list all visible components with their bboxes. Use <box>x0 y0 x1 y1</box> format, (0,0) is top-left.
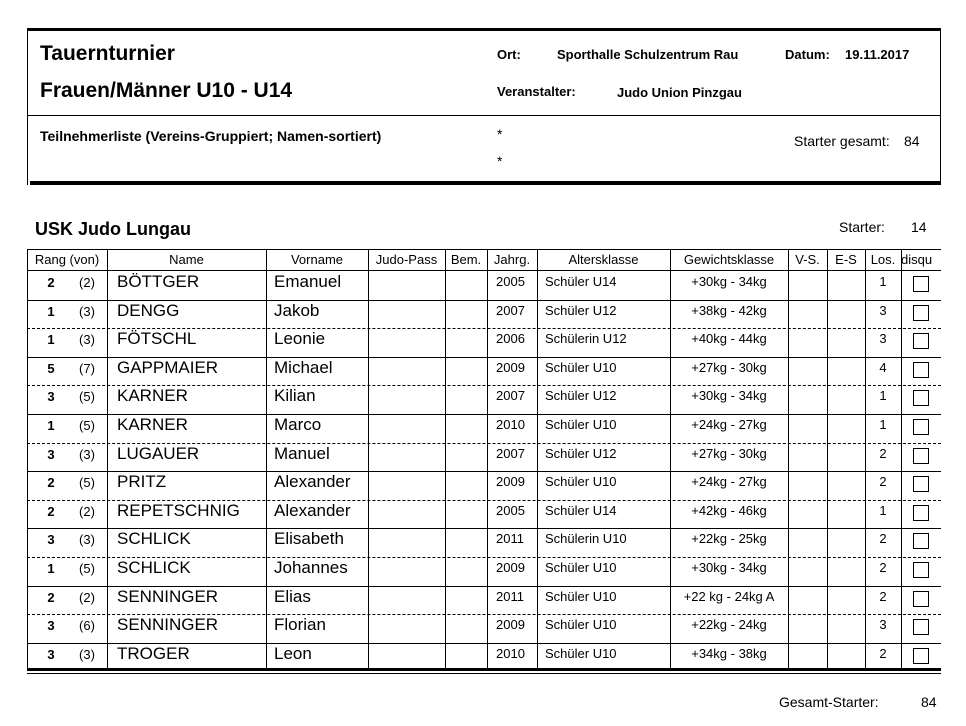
von-cell: (5) <box>79 561 95 576</box>
col-border <box>788 250 789 671</box>
veranstalter-label: Veranstalter: <box>497 84 576 99</box>
col-border <box>107 250 108 671</box>
starter-total-label: Starter gesamt: <box>794 133 890 149</box>
von-cell: (5) <box>79 389 95 405</box>
los-cell: 1 <box>879 417 887 432</box>
col-border <box>901 250 902 671</box>
vorname-cell: Jakob <box>274 300 320 320</box>
rang-cell: 1 <box>47 303 55 319</box>
los-cell: 2 <box>879 531 887 547</box>
rang-cell: 2 <box>47 475 55 491</box>
jahrg-cell: 2011 <box>496 588 524 604</box>
filter-star-1: * <box>497 126 503 142</box>
name-cell: REPETSCHNIG <box>117 500 240 520</box>
name-cell: KARNER <box>117 386 188 406</box>
rang-cell: 1 <box>47 332 55 348</box>
los-cell: 3 <box>879 617 887 633</box>
jahrg-cell: 2006 <box>496 331 525 347</box>
disqu-checkbox[interactable] <box>913 591 929 607</box>
veranstalter-value: Judo Union Pinzgau <box>617 85 742 100</box>
table-bottom-rule-thin <box>27 673 941 674</box>
name-cell: BÖTTGER <box>117 272 200 291</box>
vorname-cell: Alexander <box>274 500 351 520</box>
col-border <box>827 250 828 671</box>
col-header-altersklasse: Altersklasse <box>568 252 639 267</box>
col-header-rang: Rang (von) <box>34 252 100 267</box>
col-header-es: E-S <box>835 252 857 267</box>
disqu-checkbox[interactable] <box>913 362 929 378</box>
name-cell: LUGAUER <box>117 443 200 463</box>
gewichtsklasse-cell: +38kg - 42kg <box>691 302 767 318</box>
rang-cell: 3 <box>47 646 55 662</box>
disqu-checkbox[interactable] <box>913 390 929 406</box>
los-cell: 4 <box>879 359 887 375</box>
name-cell: SCHLICK <box>117 558 191 577</box>
name-cell: SCHLICK <box>117 529 191 549</box>
disqu-checkbox[interactable] <box>913 448 929 464</box>
gewichtsklasse-cell: +27kg - 30kg <box>691 359 767 375</box>
disqu-checkbox[interactable] <box>913 562 929 578</box>
von-cell: (6) <box>79 618 95 634</box>
col-header-name: Name <box>169 252 204 267</box>
gewichtsklasse-cell: +22kg - 25kg <box>691 531 767 547</box>
vorname-cell: Kilian <box>274 386 316 406</box>
vorname-cell: Marco <box>274 415 322 434</box>
jahrg-cell: 2005 <box>496 502 525 518</box>
gewichtsklasse-cell: +22kg - 24kg <box>691 617 767 633</box>
rang-cell: 3 <box>47 618 55 634</box>
col-header-vs: V-S. <box>795 252 820 267</box>
altersklasse-cell: Schülerin U12 <box>545 331 627 347</box>
col-border <box>27 250 28 671</box>
club-name: USK Judo Lungau <box>35 219 191 239</box>
vorname-cell: Johannes <box>274 558 348 577</box>
los-cell: 2 <box>879 445 887 461</box>
jahrg-cell: 2009 <box>496 617 525 633</box>
club-starter-value: 14 <box>911 219 927 235</box>
vorname-cell: Alexander <box>274 472 351 492</box>
disqu-checkbox[interactable] <box>913 648 929 664</box>
los-cell: 2 <box>879 474 887 490</box>
col-border <box>266 250 267 671</box>
los-cell: 3 <box>879 331 887 347</box>
jahrg-cell: 2010 <box>496 645 525 661</box>
rang-cell: 2 <box>47 503 55 519</box>
col-border <box>865 250 866 671</box>
disqu-checkbox[interactable] <box>913 505 929 521</box>
los-cell: 1 <box>879 388 887 404</box>
los-cell: 3 <box>879 302 887 318</box>
gewichtsklasse-cell: +30kg - 34kg <box>691 388 767 404</box>
col-header-disqu: disqu <box>901 252 933 267</box>
altersklasse-cell: Schüler U10 <box>545 645 617 661</box>
vorname-cell: Manuel <box>274 443 330 463</box>
rang-cell: 5 <box>47 360 55 376</box>
gewichtsklasse-cell: +34kg - 38kg <box>691 645 767 661</box>
rang-cell: 3 <box>47 446 55 462</box>
name-cell: FÖTSCHL <box>117 329 197 349</box>
von-cell: (3) <box>79 332 95 348</box>
club-starter-label: Starter: <box>839 219 885 235</box>
name-cell: PRITZ <box>117 472 167 492</box>
name-cell: KARNER <box>117 415 188 434</box>
datum-label: Datum: <box>785 47 830 62</box>
rang-cell: 1 <box>47 561 55 576</box>
list-title: Teilnehmerliste (Vereins-Gruppiert; Namen-sortiert) <box>40 128 382 144</box>
von-cell: (5) <box>79 475 95 491</box>
col-header-judo-pass: Judo-Pass <box>375 252 438 267</box>
von-cell: (2) <box>79 503 95 519</box>
col-header-los: Los. <box>870 252 896 267</box>
gewichtsklasse-cell: +30kg - 34kg <box>691 560 767 575</box>
rang-cell: 2 <box>47 589 55 605</box>
disqu-checkbox[interactable] <box>913 419 929 435</box>
altersklasse-cell: Schüler U12 <box>545 445 617 461</box>
starter-total-value: 84 <box>904 133 920 149</box>
header-row-rule <box>27 270 941 271</box>
rang-cell: 3 <box>47 532 55 548</box>
disqu-checkbox[interactable] <box>913 533 929 549</box>
vorname-cell: Elisabeth <box>274 529 344 549</box>
gewichtsklasse-cell: +24kg - 27kg <box>691 417 767 432</box>
gewichtsklasse-cell: +27kg - 30kg <box>691 445 767 461</box>
col-border <box>537 250 538 671</box>
col-header-gewichtsklasse: Gewichtsklasse <box>683 252 775 267</box>
altersklasse-cell: Schüler U10 <box>545 417 617 432</box>
name-cell: TROGER <box>117 643 190 663</box>
header-left-border <box>27 28 28 185</box>
altersklasse-cell: Schülerin U10 <box>545 531 627 547</box>
jahrg-cell: 2007 <box>496 388 525 404</box>
altersklasse-cell: Schüler U10 <box>545 359 617 375</box>
rang-cell: 2 <box>47 275 55 290</box>
von-cell: (2) <box>79 275 95 290</box>
altersklasse-cell: Schüler U12 <box>545 302 617 318</box>
table-bottom-rule <box>27 668 941 671</box>
von-cell: (5) <box>79 418 95 433</box>
gewichtsklasse-cell: +42kg - 46kg <box>691 502 767 518</box>
vorname-cell: Emanuel <box>274 272 342 291</box>
name-cell: SENNINGER <box>117 586 219 606</box>
rang-cell: 1 <box>47 418 55 433</box>
jahrg-cell: 2007 <box>496 445 525 461</box>
name-cell: DENGG <box>117 300 180 320</box>
disqu-checkbox[interactable] <box>913 276 929 292</box>
gewichtsklasse-cell: +24kg - 27kg <box>691 474 767 490</box>
footer-total-label: Gesamt-Starter: <box>779 694 879 710</box>
vorname-cell: Elias <box>274 586 311 606</box>
col-header-vorname: Vorname <box>290 252 344 267</box>
altersklasse-cell: Schüler U10 <box>545 588 617 604</box>
von-cell: (3) <box>79 446 95 462</box>
gewichtsklasse-cell: +22 kg - 24kg A <box>683 588 775 604</box>
rang-cell: 3 <box>47 389 55 405</box>
altersklasse-cell: Schüler U10 <box>545 560 617 575</box>
vorname-cell: Michael <box>274 357 333 377</box>
vorname-cell: Leonie <box>274 329 326 349</box>
von-cell: (3) <box>79 646 95 662</box>
los-cell: 1 <box>879 502 887 518</box>
datum-value: 19.11.2017 <box>845 47 910 62</box>
disqu-checkbox[interactable] <box>913 305 929 321</box>
tournament-title: Tauernturnier <box>40 42 175 65</box>
altersklasse-cell: Schüler U12 <box>545 388 617 404</box>
jahrg-cell: 2007 <box>496 302 525 318</box>
altersklasse-cell: Schüler U10 <box>545 617 617 633</box>
vorname-cell: Florian <box>274 615 326 635</box>
jahrg-cell: 2009 <box>496 474 525 490</box>
von-cell: (3) <box>79 532 95 548</box>
filter-star-2: * <box>497 153 503 169</box>
disqu-checkbox[interactable] <box>913 333 929 349</box>
name-cell: SENNINGER <box>117 615 219 635</box>
jahrg-cell: 2010 <box>496 417 525 432</box>
los-cell: 2 <box>879 560 887 575</box>
header-divider <box>27 115 941 116</box>
tournament-subtitle: Frauen/Männer U10 - U14 <box>40 79 293 102</box>
ort-label: Ort: <box>497 47 521 62</box>
footer-total-value: 84 <box>921 694 937 710</box>
jahrg-cell: 2009 <box>496 560 525 575</box>
header-top-rule <box>27 28 941 31</box>
vorname-cell: Leon <box>274 643 312 663</box>
name-cell: GAPPMAIER <box>117 357 219 377</box>
los-cell: 2 <box>879 588 887 604</box>
disqu-checkbox[interactable] <box>913 476 929 492</box>
col-border <box>368 250 369 671</box>
gewichtsklasse-cell: +40kg - 44kg <box>691 331 767 347</box>
header-bottom-rule <box>30 181 941 185</box>
disqu-checkbox[interactable] <box>913 619 929 635</box>
col-border <box>487 250 488 671</box>
von-cell: (2) <box>79 589 95 605</box>
col-header-jahrg: Jahrg. <box>493 252 531 267</box>
los-cell: 2 <box>879 645 887 661</box>
altersklasse-cell: Schüler U14 <box>545 502 617 518</box>
altersklasse-cell: Schüler U10 <box>545 474 617 490</box>
jahrg-cell: 2011 <box>496 531 524 547</box>
altersklasse-cell: Schüler U14 <box>545 274 617 289</box>
von-cell: (7) <box>79 360 95 376</box>
col-border <box>670 250 671 671</box>
gewichtsklasse-cell: +30kg - 34kg <box>691 274 767 289</box>
header-right-border <box>940 28 941 185</box>
von-cell: (3) <box>79 303 95 319</box>
ort-value: Sporthalle Schulzentrum Rau <box>557 47 739 62</box>
jahrg-cell: 2005 <box>496 274 525 289</box>
los-cell: 1 <box>879 274 887 289</box>
col-header-bem: Bem. <box>450 252 482 267</box>
col-border <box>445 250 446 671</box>
jahrg-cell: 2009 <box>496 359 525 375</box>
